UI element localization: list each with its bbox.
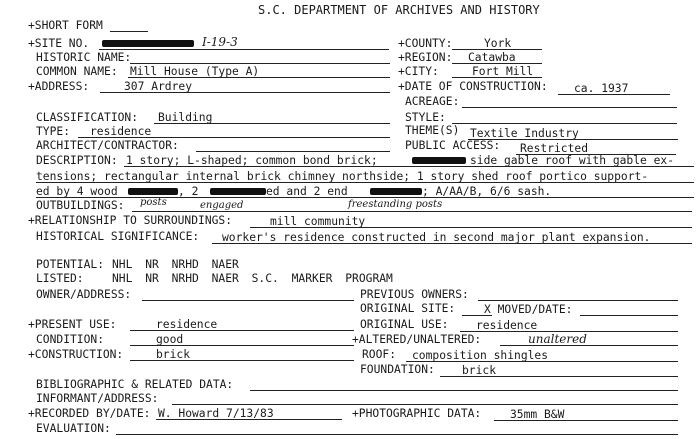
original-site-label: ORIGINAL SITE:: [360, 302, 456, 315]
acreage-label: ACREAGE:: [405, 95, 460, 108]
informant-line: [172, 404, 678, 405]
common-name-value: Mill House (Type A): [130, 65, 260, 78]
date-construction-line: [558, 94, 670, 95]
handwritten-posts: posts: [140, 197, 167, 208]
present-use-line: [130, 330, 354, 331]
architect-label: ARCHITECT/CONTRACTOR:: [36, 139, 179, 152]
classification-value: Building: [158, 111, 213, 124]
roof-label: ROOF:: [362, 348, 397, 361]
photographic-label: +PHOTOGRAPHIC DATA:: [352, 407, 482, 420]
previous-owners-label: PREVIOUS OWNERS:: [360, 288, 469, 301]
evaluation-label: EVALUATION:: [36, 422, 111, 435]
short-form-line: [110, 31, 148, 32]
present-use-label: +PRESENT USE:: [28, 318, 117, 331]
condition-label: CONDITION:: [36, 333, 105, 346]
address-line: [100, 92, 390, 93]
condition-value: good: [156, 333, 184, 346]
strikeout-mark: [370, 188, 422, 195]
foundation-line: [440, 376, 678, 377]
altered-label: +ALTERED/UNALTERED:: [352, 333, 482, 346]
roof-value: composition shingles: [412, 349, 549, 362]
outbuildings-label: OUTBUILDINGS:: [36, 199, 125, 212]
type-label: TYPE:: [36, 125, 71, 138]
address-value: 307 Ardrey: [124, 80, 193, 93]
description-line-2: tensions; rectangular internal brick chimney northside; 1 story shed roof portico support-: [36, 170, 649, 183]
informant-label: INFORMANT/ADDRESS:: [36, 392, 159, 405]
evaluation-line: [116, 434, 678, 435]
significance-line: [212, 243, 692, 244]
description-line-rule-3: [36, 197, 694, 198]
significance-label: HISTORICAL SIGNIFICANCE:: [36, 230, 200, 243]
condition-line: [130, 345, 354, 346]
potential-label: POTENTIAL:: [36, 258, 105, 271]
description-line-1b: side gable roof with gable ex-: [470, 154, 675, 167]
site-no-value: I-19-3: [202, 35, 238, 49]
description-line-rule-2: [36, 182, 694, 183]
original-site-value: X MOVED/DATE:: [484, 303, 573, 316]
county-line: [452, 49, 542, 50]
description-line-3a: ed by 4 wood: [36, 185, 118, 198]
roof-line: [406, 361, 678, 362]
previous-owners-line: [478, 300, 678, 301]
city-line: [452, 77, 542, 78]
theme-value: Textile Industry: [470, 127, 579, 140]
type-value: residence: [90, 125, 152, 138]
site-no-label: +SITE NO.: [28, 37, 90, 50]
description-line-3c: ed and 2 end: [266, 185, 348, 198]
historic-name-label: HISTORIC NAME:: [36, 51, 132, 64]
photographic-line: [494, 420, 678, 421]
recorded-by-label: +RECORDED BY/DATE:: [28, 407, 151, 420]
public-access-label: PUBLIC ACCESS:: [405, 139, 501, 152]
outbuildings-line: [132, 211, 692, 212]
recorded-by-value: W. Howard 7/13/83: [158, 407, 274, 420]
photographic-value: 35mm B&W: [510, 408, 565, 421]
strikeout-mark: [210, 188, 266, 195]
date-construction-value: ca. 1937: [574, 82, 629, 95]
strikeout-mark: [128, 188, 178, 195]
public-access-value: Restricted: [520, 142, 589, 155]
short-form-label: +SHORT FORM: [28, 19, 103, 32]
description-line-3d: ; A/AA/B, 6/6 sash.: [422, 185, 552, 198]
description-line-rule-1: [124, 166, 694, 167]
region-value: Catawba: [468, 51, 516, 64]
construction-label: +CONSTRUCTION:: [28, 348, 124, 361]
relationship-label: +RELATIONSHIP TO SURROUNDINGS:: [28, 214, 233, 227]
style-line: [452, 123, 677, 124]
city-label: +CITY:: [398, 65, 439, 78]
significance-value: worker's residence constructed in second major plant expansion.: [222, 231, 651, 244]
construction-value: brick: [156, 348, 191, 361]
description-line-1a: 1 story; L-shaped; common bond brick;: [126, 154, 378, 167]
original-use-label: ORIGINAL USE:: [360, 318, 449, 331]
handwritten-engaged: engaged: [200, 200, 244, 211]
altered-value: unaltered: [528, 332, 587, 346]
date-construction-label: +DATE OF CONSTRUCTION:: [398, 80, 548, 93]
foundation-label: FOUNDATION:: [360, 363, 435, 376]
handwritten-freestanding: freestanding posts: [348, 199, 443, 210]
common-name-line: [128, 77, 390, 78]
bibliographic-line: [250, 390, 678, 391]
address-label: +ADDRESS:: [28, 80, 90, 93]
theme-label: THEME(S): [405, 124, 460, 137]
region-line: [452, 63, 542, 64]
moved-date-line: [580, 315, 678, 316]
document-title: S.C. DEPARTMENT OF ARCHIVES AND HISTORY: [258, 3, 540, 17]
foundation-value: brick: [462, 364, 497, 377]
architect-line: [196, 151, 390, 152]
relationship-value: mill community: [270, 215, 366, 228]
county-label: +COUNTY:: [398, 37, 453, 50]
redacted-mark: [102, 40, 194, 47]
original-site-line: [462, 315, 492, 316]
listed-options: NHL NR NRHD NAER S.C. MARKER PROGRAM: [112, 272, 393, 285]
description-line-3b: , 2: [178, 185, 199, 198]
region-label: +REGION:: [398, 51, 453, 64]
county-value: York: [484, 37, 512, 50]
owner-address-label: OWNER/ADDRESS:: [36, 288, 132, 301]
classification-label: CLASSIFICATION:: [36, 111, 139, 124]
type-line: [78, 137, 390, 138]
acreage-line: [462, 107, 677, 108]
site-no-line: [99, 49, 389, 50]
potential-options: NHL NR NRHD NAER: [112, 258, 239, 271]
strikeout-mark: [412, 157, 466, 164]
bibliographic-label: BIBLIOGRAPHIC & RELATED DATA:: [36, 378, 234, 391]
style-label: STYLE:: [405, 111, 446, 124]
common-name-label: COMMON NAME:: [36, 65, 118, 78]
city-value: Fort Mill: [472, 65, 534, 78]
altered-line: [500, 345, 678, 346]
construction-line: [130, 360, 354, 361]
description-label: DESCRIPTION:: [36, 154, 118, 167]
listed-label: LISTED:: [36, 272, 84, 285]
present-use-value: residence: [156, 318, 218, 331]
historic-name-line: [130, 63, 390, 64]
owner-address-line: [142, 300, 354, 301]
recorded-by-line: [156, 419, 342, 420]
original-use-value: residence: [476, 319, 538, 332]
relationship-line: [250, 227, 692, 228]
classification-line: [154, 123, 390, 124]
